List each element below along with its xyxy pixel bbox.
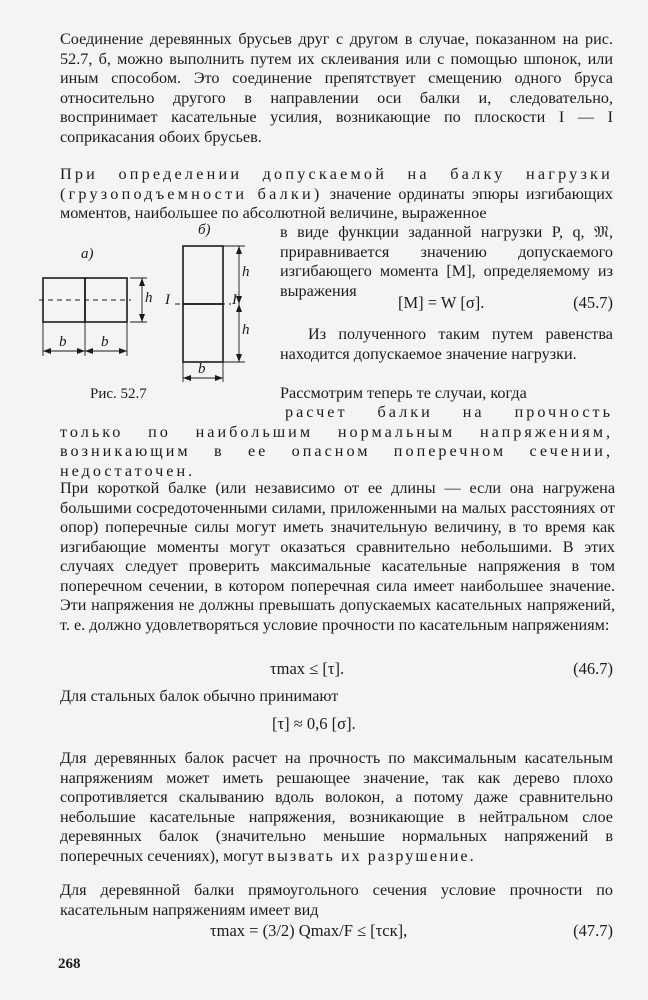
paragraph-6-spaced: вызвать их разрушение. (267, 846, 476, 865)
equation-47-7: τmax = (3/2) Qmax/F ≤ [τск], (210, 921, 408, 940)
dim-h-b-upper: h (242, 264, 250, 280)
figure-label-a: а) (81, 246, 94, 262)
paragraph-4-text: При короткой балке (или независимо от ее длины — если она нагружена большими сосредоточенными силами, приложенными на малых расстояниях от опор) поперечные силы могут иметь значительную величину, в то время как изгибающие моменты могут оказаться сравнительно небольшими. В этих случаях следует проверить максимальные касательные напряжения в том поперечном сечении, в котором поперечная сила имеет наибольшее значение. Эти напряжения не должны превышать допускаемых касательных напряжений, т. е. должно удовлетворяться условие прочности по касательным напряжениям: (60, 479, 615, 634)
paragraph-5 (60, 687, 613, 707)
paragraph-6 (60, 749, 613, 866)
paragraph-5-text: Для стальных балок обычно принимают (60, 687, 339, 705)
equation-steel: [τ] ≈ 0,6 [σ]. (272, 714, 356, 733)
paragraph-1-text: Соединение деревянных брусьев друг с другом в случае, показанном на рис. 52.7, б, можно выполнить путем их склеивания или с помощью шпонок, или иным способом. Это соединение препятствует смещению одного бруса относительно другого в направлении оси балки и, следовательно, воспринимает касательные усилия, возникающие по плоскости I — I соприкасания обоих брусьев. (60, 30, 613, 146)
figure-caption: Рис. 52.7 (90, 386, 147, 402)
paragraph-2-rest: значение ординаты эпюры изгибающих моментов, наибольшее по абсолютной величине, выраженное (60, 184, 614, 222)
dim-h-b-lower: h (242, 322, 250, 338)
paragraph-6-main: Для деревянных балок расчет на прочность по максимальным касательным напряжениям может иметь решающее значение, так как дерево плохо сопротивляется скалыванию вдоль волокон, а потому даже сравнительно небольшие касательные напряжения, возникающие в нейтральном слое деревянных балок (значительно меньшие нормальных напряжений в поперечных сечениях), могут (60, 749, 613, 865)
dim-h-a: h (145, 290, 153, 306)
equation-46-7: τmax ≤ [τ]. (270, 659, 345, 678)
equation-46-7-number: (46.7) (573, 659, 613, 678)
side-paragraph-2-text: Из полученного таким путем равенства находится допускаемое значение нагрузки. (280, 325, 613, 363)
axis-I-right: I (232, 292, 237, 308)
dim-b-b: b (198, 361, 206, 377)
paragraph-3-line1: Рассмотрим теперь те случаи, когда (280, 384, 527, 402)
paragraph-1 (60, 30, 613, 147)
paragraph-4 (60, 479, 615, 635)
side-paragraph-2 (280, 325, 613, 364)
paragraph-3-start (280, 384, 613, 404)
page-number: 268 (58, 956, 81, 972)
dim-b-left: b (59, 334, 67, 350)
paragraph-2 (60, 165, 613, 224)
figure-52-7 (35, 222, 260, 406)
equation-45-7: [M] = W [σ]. (398, 293, 485, 312)
paragraph-2-spaced: При определении допускаемой на балку нагрузки (грузоподъемности балки) (60, 165, 613, 203)
figure-label-b: б) (198, 222, 211, 238)
equation-47-7-number: (47.7) (573, 921, 613, 940)
side-paragraph (280, 223, 613, 301)
dim-b-right: b (101, 334, 109, 350)
paragraph-3-spaced: расчет балки на прочность только по наибольшим нормальным напряжениям, возникающим в ее опасном поперечном сечении, недостаточен. (60, 403, 613, 480)
equation-45-7-number: (45.7) (573, 293, 613, 312)
paragraph-7-text: Для деревянной балки прямоугольного сечения условие прочности по касательным напряжениям имеет вид (60, 881, 613, 919)
side-paragraph-text: в виде функции заданной нагрузки P, q, 𝔐, приравнивается значению допускаемого изгибающего момента [M], определяемому из выражения (280, 223, 613, 300)
paragraph-3 (60, 403, 613, 481)
paragraph-7 (60, 881, 613, 920)
paragraph-6-text (60, 749, 613, 866)
axis-I-left: I (165, 292, 170, 308)
